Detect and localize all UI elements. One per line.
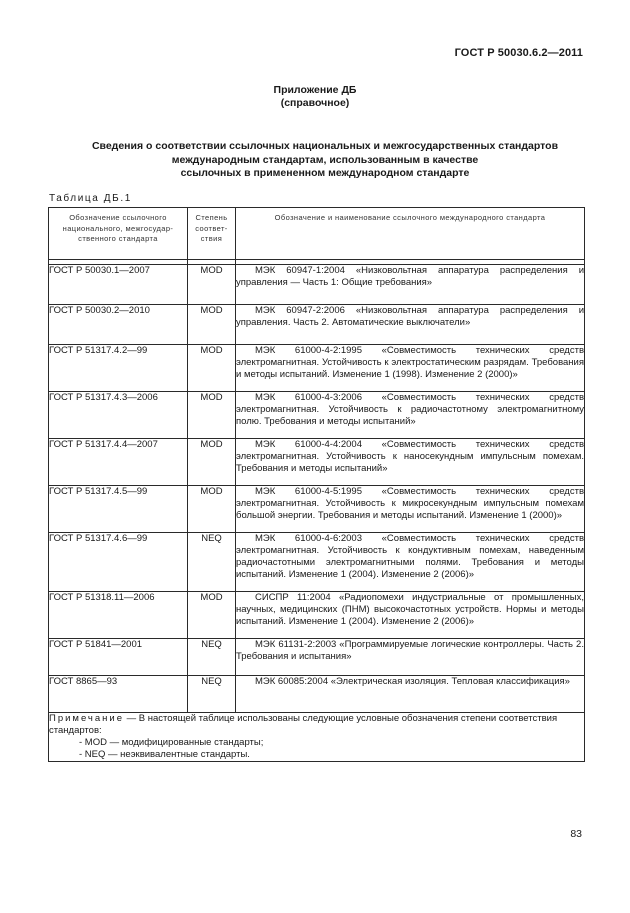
degree-cell: MOD [188,265,236,305]
table-row [49,639,585,676]
reference-cell: МЭК 60085:2004 «Электрическая изоляция. Тепловая классификация» [236,676,585,713]
standard-cell: ГОСТ 8865—93 [49,676,188,713]
table-note [49,713,585,762]
column-header-degree: Степень соответ-ствия [188,208,236,260]
table-row [49,486,585,533]
document-code: ГОСТ Р 50030.6.2—2011 [454,47,583,59]
reference-cell: МЭК 61000-4-2:1995 «Совместимость технических средств электромагнитная. Устойчивость к электростатическим разрядам. Требования и методы испытаний. Изменение 1 (1998). Изменение 2 (2000)» [236,345,585,392]
standard-cell: ГОСТ Р 50030.1—2007 [49,265,188,305]
note-item-mod: - MOD — модифицированные стандарты; [79,737,264,748]
annex-title: Приложение ДБ [273,84,357,96]
table-row [49,392,585,439]
reference-cell: МЭК 61131-2:2003 «Программируемые логические контроллеры. Часть 2. Требования и испытания» [236,639,585,676]
reference-cell: СИСПР 11:2004 «Радиопомехи индустриальные от промышленных, научных, медицинских (ПНМ) высокочастотных устройств. Нормы и методы испытаний. Изменение 1 (2004). Изменение 2 (2006)» [236,592,585,639]
standard-cell: ГОСТ Р 51317.4.6—99 [49,533,188,592]
standard-cell: ГОСТ Р 51318.11—2006 [49,592,188,639]
degree-cell: MOD [188,305,236,345]
note-item-neq: - NEQ — неэквивалентные стандарты. [79,749,250,760]
standard-cell: ГОСТ Р 51317.4.3—2006 [49,392,188,439]
reference-cell: МЭК 61000-4-5:1995 «Совместимость технических средств электромагнитная. Устойчивость к микросекундным импульсным помехам большой энергии. Требования и методы испытаний. Изменение 1 (2000)» [236,486,585,533]
degree-cell: MOD [188,392,236,439]
standard-cell: ГОСТ Р 50030.2—2010 [49,305,188,345]
degree-cell: MOD [188,439,236,486]
standard-cell: ГОСТ Р 51317.4.2—99 [49,345,188,392]
reference-cell: МЭК 60947-2:2006 «Низковольтная аппаратура распределения и управления. Часть 2. Автоматические выключатели» [236,305,585,345]
note-text: — В настоящей таблице использованы следующие условные обозначения степени соответствия стандартов: [49,713,558,736]
correspondence-table [48,207,585,762]
annex-heading [0,84,630,110]
section-title-line-3: ссылочных в примененном международном стандарте [180,167,470,179]
degree-cell: MOD [188,345,236,392]
degree-cell: NEQ [188,676,236,713]
degree-cell: MOD [188,486,236,533]
table-row [49,345,585,392]
annex-subtitle: (справочное) [280,97,350,109]
reference-cell: МЭК 61000-4-3:2006 «Совместимость технических средств электромагнитная. Устойчивость к радиочастотному электромагнитному полю. Требования и методы испытаний» [236,392,585,439]
note-paragraph [49,713,584,737]
standard-cell: ГОСТ Р 51317.4.4—2007 [49,439,188,486]
reference-cell: МЭК 60947-1:2004 «Низковольтная аппаратура распределения и управления — Часть 1: Общие требования» [236,265,585,305]
degree-cell: NEQ [188,639,236,676]
note-label: Примечание [49,713,124,724]
column-header-standard: Обозначение ссылочного национального, межгосудар-ственного стандарта [49,208,188,260]
table-row [49,439,585,486]
table-row [49,592,585,639]
page-number: 83 [570,828,582,840]
table-row [49,676,585,713]
standard-cell: ГОСТ Р 51317.4.5—99 [49,486,188,533]
table-header-row [49,208,585,260]
degree-cell: NEQ [188,533,236,592]
degree-cell: MOD [188,592,236,639]
section-title [60,140,590,181]
reference-cell: МЭК 61000-4-4:2004 «Совместимость технических средств электромагнитная. Устойчивость к наносекундным импульсным помехам. Требования и методы испытаний» [236,439,585,486]
column-header-reference: Обозначение и наименование ссылочного международного стандарта [236,208,585,260]
section-title-line-2: международным стандартам, использованным в качестве [171,153,479,166]
section-title-line-1: Сведения о соответствии ссылочных национальных и межгосударственных стандартов [91,140,559,152]
reference-cell: МЭК 61000-4-6:2003 «Совместимость технических средств электромагнитная. Устойчивость к кондуктивным помехам, наведенным радиочастотными электромагнитными полями. Требования и методы испытаний. Изменение 1 (2004). Изменение 2 (2006)» [236,533,585,592]
table-label: Таблица ДБ.1 [49,193,132,204]
table-row [49,305,585,345]
table-row [49,265,585,305]
table-note-row [49,713,585,762]
table-row [49,533,585,592]
standard-cell: ГОСТ Р 51841—2001 [49,639,188,676]
